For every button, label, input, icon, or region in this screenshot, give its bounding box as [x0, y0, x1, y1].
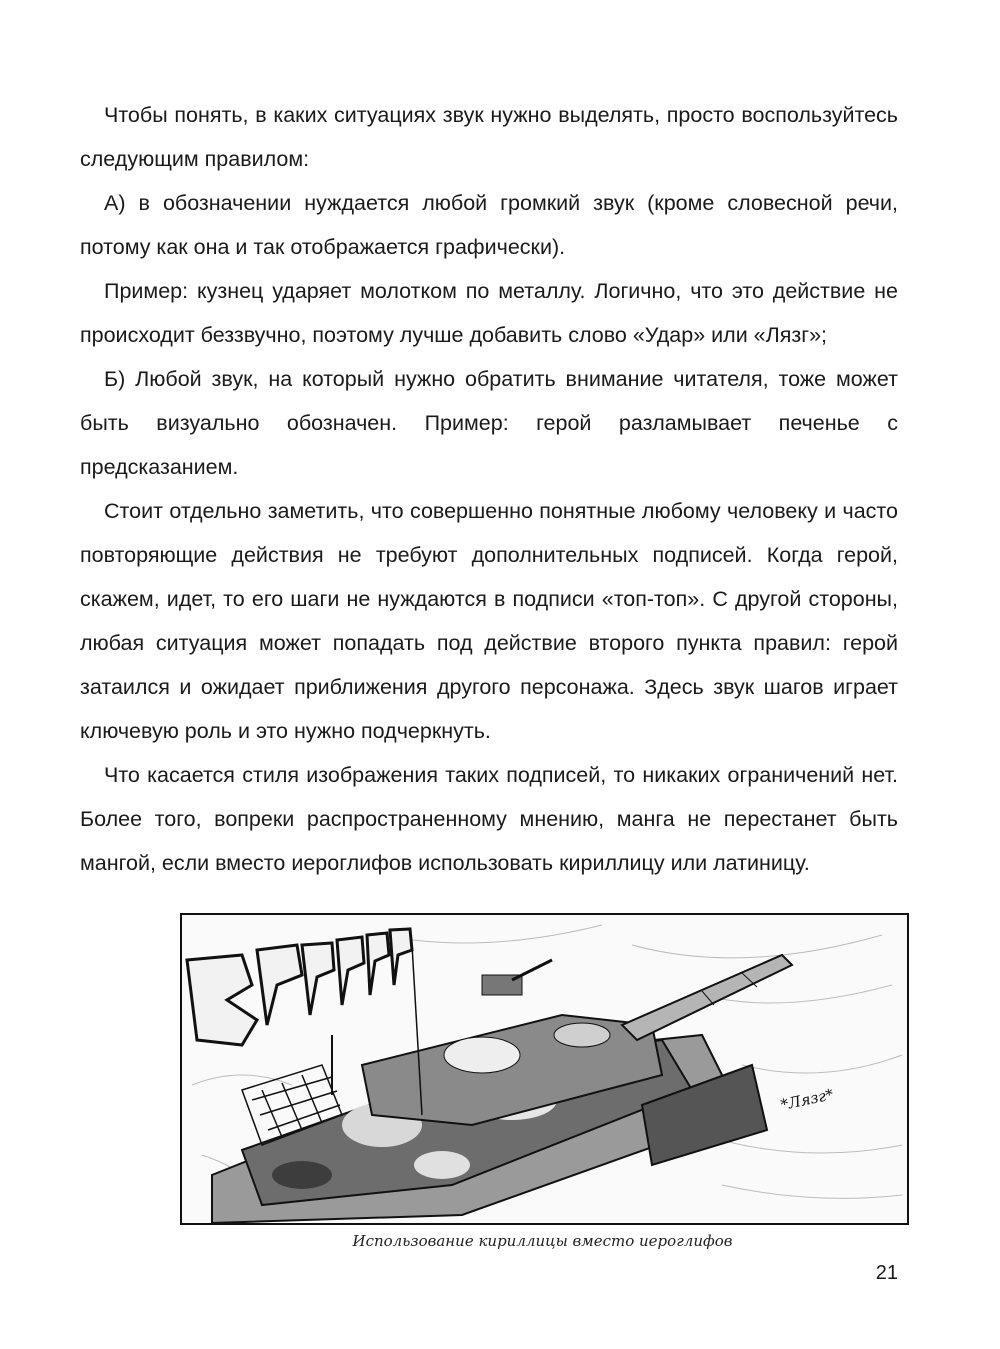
paragraph-1: Чтобы понять, в каких ситуациях звук нужно выделять, просто воспользуйтесь следующим правилом:: [80, 103, 898, 171]
paragraph-4: Б) Любой звук, на который нужно обратить внимание читателя, тоже может быть визуально обозначен. Пример: герой разламывает печенье с предсказанием.: [80, 367, 898, 479]
paragraph-3: Пример: кузнец ударяет молотком по металлу. Логично, что это действие не происходит беззвучно, поэтому лучше добавить слово «Удар» или «Лязг»;: [80, 279, 898, 347]
sfx-small-text: *Лязг*: [779, 1085, 835, 1114]
paragraph-2: А) в обозначении нуждается любой громкий звук (кроме словесной речи, потому как она и так отображается графически).: [80, 191, 898, 259]
manga-illustration: [180, 913, 909, 1225]
paragraph-6: Что касается стиля изображения таких подписей, то никаких ограничений нет. Более того, вопреки распространенному мнению, манга не перестанет быть мангой, если вместо иероглифов использовать кириллицу или латиницу.: [80, 763, 898, 875]
paragraph-5: Стоит отдельно заметить, что совершенно понятные любому человеку и часто повторяющие действия не требуют дополнительных подписей. Когда герой, скажем, идет, то его шаги не нуждаются в подписи «топ-топ». С другой стороны, любая ситуация может попадать под действие второго пункта правил: герой затаился и ожидает приближения другого персонажа. Здесь звук шагов играет ключевую роль и это нужно подчеркнуть.: [80, 499, 898, 743]
sfx-large-letters: [187, 929, 412, 1045]
tank: [212, 945, 792, 1223]
body-text: [80, 93, 898, 885]
tank-drawing: [182, 915, 907, 1223]
figure-caption: Использование кириллицы вместо иероглифов: [352, 1232, 733, 1250]
page-number: 21: [875, 1262, 898, 1284]
